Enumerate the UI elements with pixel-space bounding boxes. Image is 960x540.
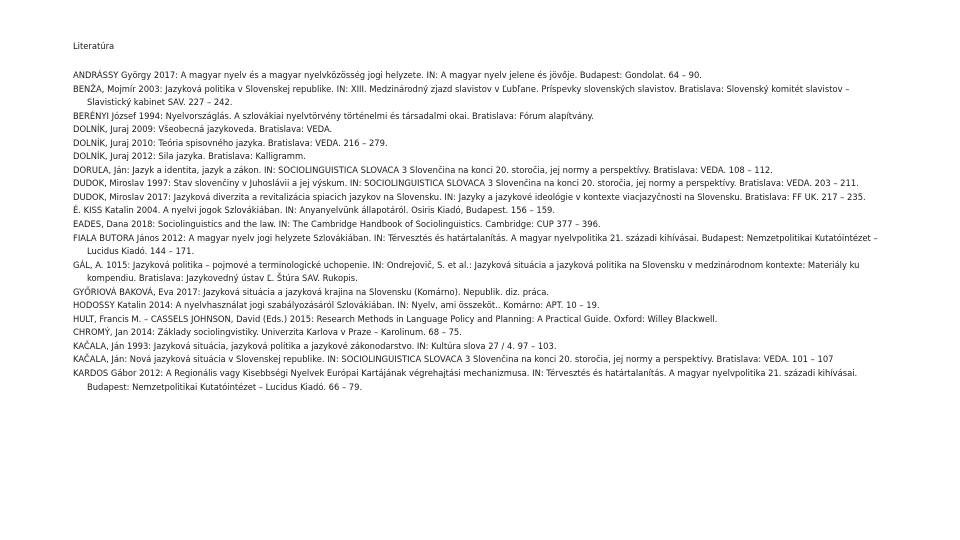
reference-item: KARDOS Gábor 2012: A Regionális vagy Kisebbségi Nyelvek Európai Kartájának végrehajtási mechanizmusa. IN: Térvesztés és határtalanítás. A magyar nyelvpolitika 21. századi kihívásai. Budapest: Nemzetpolitikai Kutatóintézet – Lucidus Kiadó. 66 – 79. — [73, 368, 858, 392]
page-title: Literatúra — [73, 41, 115, 51]
reference-item: BERÉNYI József 1994: Nyelvországlás. A szlovákiai nyelvtörvény történelmi és társadalmi okai. Bratislava: Fórum alapítvány. — [73, 110, 594, 121]
reference-item: HODOSSY Katalin 2014: A nyelvhasználat jogi szabályozásáról Szlovákiában. IN: Nyelv, ami összeköt.. Komárno: APT. 10 – 19. — [73, 300, 600, 311]
reference-item: CHROMÝ, Jan 2014: Základy sociolingvistiky. Univerzita Karlova v Praze – Karolinum. 68 – 75. — [73, 327, 462, 338]
reference-list — [73, 69, 893, 394]
reference-item: É. KISS Katalin 2004. A nyelvi jogok Szlovákiában. IN: Anyanyelvünk állapotáról. Osiris Kiadó, Budapest. 156 – 159. — [73, 205, 556, 216]
reference-item: HULT, Francis M. – CASSELS JOHNSON, David (Eds.) 2015: Research Methods in Language Policy and Planning: A Practical Guide. Oxford: Willey Blackwell. — [73, 313, 718, 324]
reference-item: BENŽA, Mojmír 2003: Jazyková politika v Slovenskej republike. IN: XIII. Medzinárodný zjazd slavistov v Ľubľane. Príspevky slovenských slavistov. Bratislava: Slovenský komitét slavistov – Slavistický kabinet SAV. 227 – 242. — [73, 83, 850, 108]
reference-item: GYŐRIOVÁ BAKOVÁ, Eva 2017: Jazyková situácia a jazyková krajina na Slovensku (Komárno). Nepublik. diz. práca. — [73, 286, 549, 297]
reference-item: KAČALA, Ján: Nová jazyková situácia v Slovenskej republike. IN: SOCIOLINGUISTICA SLOVACA 3 Slovenčina na konci 20. storočia, jej normy a perspektívy. Bratislava: VEDA. 101 – 107 — [73, 354, 834, 365]
reference-item: DOLNÍK, Juraj 2009: Všeobecná jazykoveda. Bratislava: VEDA. — [73, 124, 333, 135]
reference-item: DOLNÍK, Juraj 2012: Sila jazyka. Bratislava: Kalligramm. — [73, 151, 306, 162]
reference-item: FIALA BUTORA János 2012: A magyar nyelv jogi helyzete Szlovákiában. IN: Térvesztés és határtalanítás. A magyar nyelvpolitika 21. századi kihívásai. Budapest: Nemzetpolitikai Kutatóintézet – Lucidus Kiadó. 144 – 171. — [73, 232, 878, 257]
reference-item: DOLNÍK, Juraj 2010: Teória spisovného jazyka. Bratislava: VEDA. 216 – 279. — [73, 137, 388, 148]
reference-item: DUDOK, Miroslav 1997: Stav slovenčiny v Juhoslávii a jej výskum. IN: SOCIOLINGUISTICA SLOVACA 3 Slovenčina na konci 20. storočia, jej normy a perspektívy. Bratislava: VEDA. 203 – 211. — [73, 178, 859, 189]
reference-item: DORUĽA, Ján: Jazyk a identita, jazyk a zákon. IN: SOCIOLINGUISTICA SLOVACA 3 Slovenčina na konci 20. storočia, jej normy a perspektívy. Bratislava: VEDA. 108 – 112. — [73, 164, 773, 175]
reference-item: KAČALA, Ján 1993: Jazyková situácia, jazyková politika a jazykové zákonodarstvo. IN: Kultúra slova 27 / 4. 97 – 103. — [73, 340, 557, 351]
reference-item: ANDRÁSSY György 2017: A magyar nyelv és a magyar nyelvközösség jogi helyzete. IN: A magyar nyelv jelene és jövője. Budapest: Gondolat. 64 – 90. — [73, 70, 702, 80]
reference-item: EADES, Dana 2018: Sociolinguistics and the law. IN: The Cambridge Handbook of Sociolinguistics. Cambridge: CUP 377 – 396. — [73, 219, 601, 230]
reference-item: DUDOK, Miroslav 2017: Jazyková diverzita a revitalizácia spiacich jazykov na Slovensku. IN: Jazyky a jazykové ideológie v kontexte viacjazyčnosti na Slovensku. Bratislava: FF UK. 217 – 235. — [73, 191, 866, 202]
reference-item: GÁL, A. 1015: Jazyková politika – pojmové a terminologické uchopenie. IN: Ondrejovič, S. et al.: Jazyková situácia a jazyková politika na Slovensku v medzinárodnom kontexte: Materiály ku kompendiu. Bratislava: Jazykovedný ústav Ľ. Štúra SAV. Rukopis. — [73, 259, 860, 284]
